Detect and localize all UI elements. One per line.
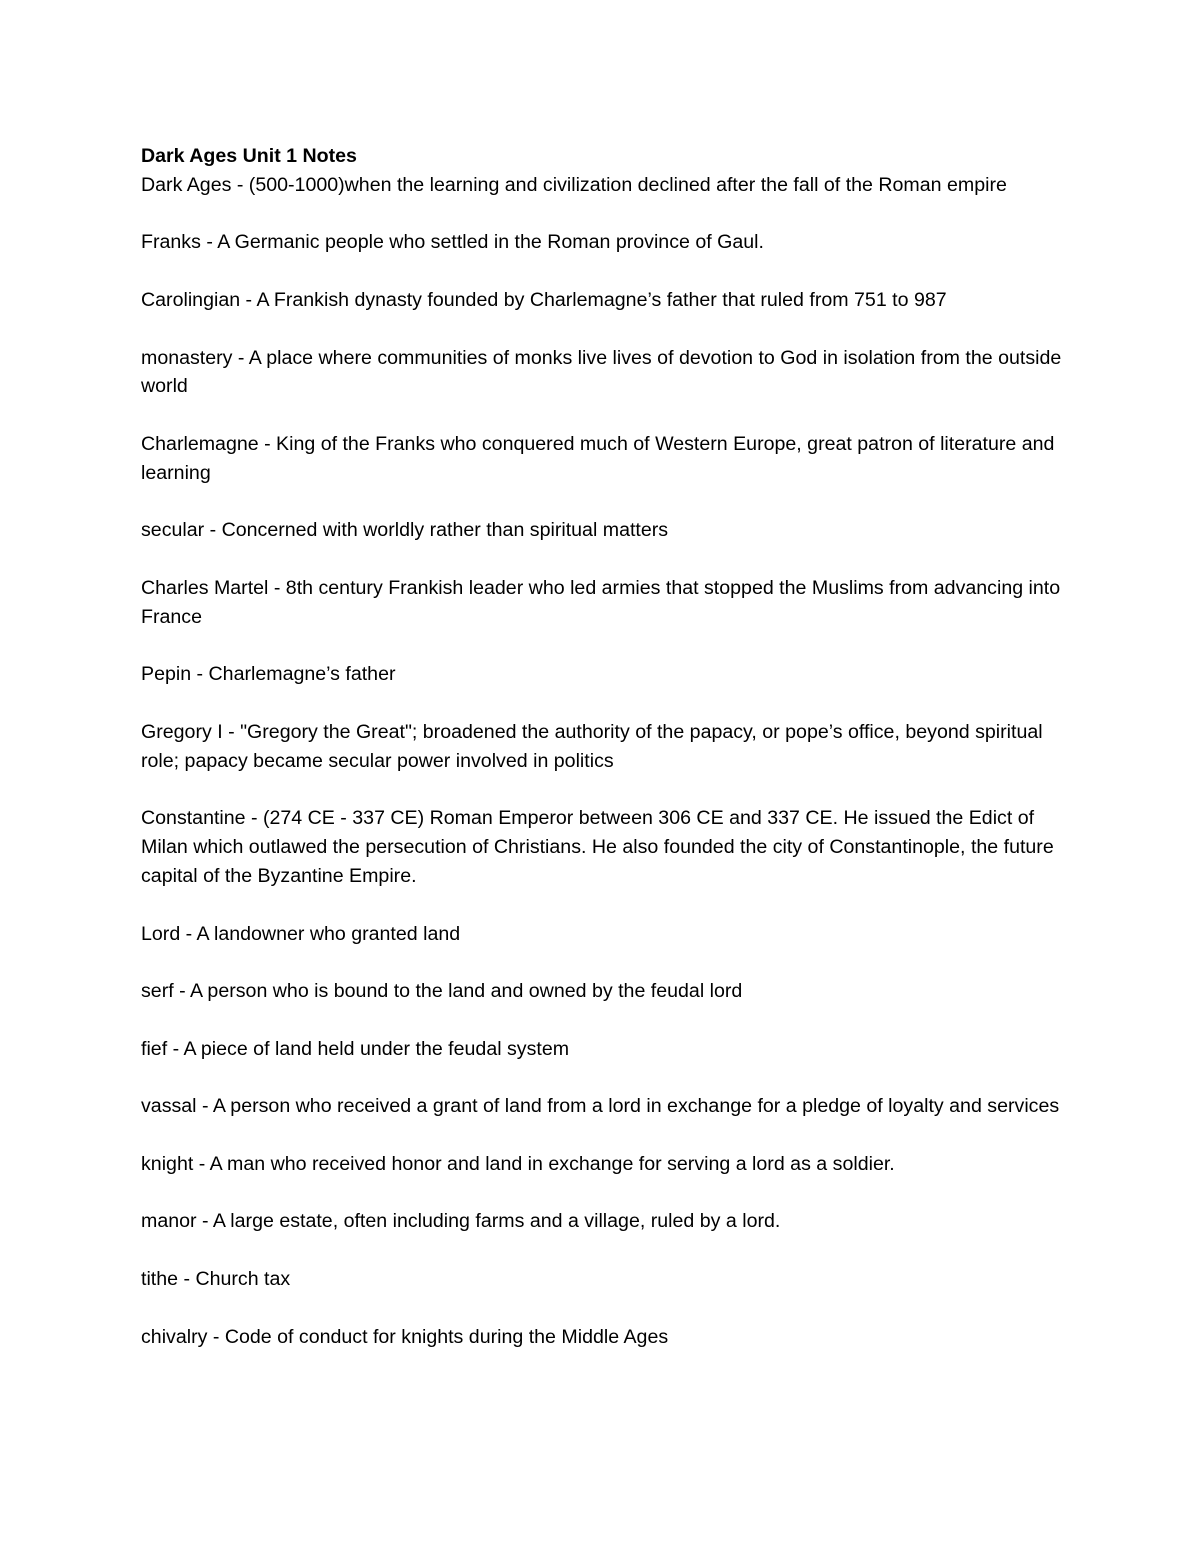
note-entry-knight: knight - A man who received honor and land in exchange for serving a lord as a soldier. bbox=[141, 1152, 895, 1175]
note-entry-vassal: vassal - A person who received a grant of land from a lord in exchange for a pledge of loyalty and services bbox=[141, 1095, 1060, 1118]
note-entry-manor: manor - A large estate, often including farms and a village, ruled by a lord. bbox=[141, 1210, 781, 1233]
note-entry-charles-martel: Charles Martel - 8th century Frankish leader who led armies that stopped the Muslims from advancing into France bbox=[141, 576, 1061, 628]
note-entry-charlemagne: Charlemagne - King of the Franks who conquered much of Western Europe, great patron of literature and learning bbox=[141, 432, 1055, 484]
note-entry-chivalry: chivalry - Code of conduct for knights during the Middle Ages bbox=[141, 1325, 669, 1348]
note-entry-franks: Franks - A Germanic people who settled in the Roman province of Gaul. bbox=[141, 231, 764, 254]
document-title: Dark Ages Unit 1 Notes bbox=[141, 145, 357, 167]
document-page bbox=[141, 142, 1071, 1380]
note-entry-dark-ages: Dark Ages - (500-1000)when the learning and civilization declined after the fall of the Roman empire bbox=[141, 173, 1007, 196]
note-entry-secular: secular - Concerned with worldly rather than spiritual matters bbox=[141, 519, 669, 542]
note-entry-gregory: Gregory I - "Gregory the Great"; broadened the authority of the papacy, or pope’s office, beyond spiritual role; papacy became secular power involved in politics bbox=[141, 720, 1043, 772]
note-entry-carolingian: Carolingian - A Frankish dynasty founded by Charlemagne’s father that ruled from 751 to 987 bbox=[141, 288, 947, 311]
note-entry-lord: Lord - A landowner who granted land bbox=[141, 922, 461, 945]
note-entry-serf: serf - A person who is bound to the land and owned by the feudal lord bbox=[141, 980, 743, 1003]
note-entry-pepin: Pepin - Charlemagne’s father bbox=[141, 663, 396, 686]
note-entry-constantine: Constantine - (274 CE - 337 CE) Roman Emperor between 306 CE and 337 CE. He issued the Edict of Milan which outlawed the persecution of Christians. He also founded the city of Constantinople, the future capital of the Byzantine Empire. bbox=[141, 807, 1054, 887]
note-entry-tithe: tithe - Church tax bbox=[141, 1268, 291, 1291]
note-entry-fief: fief - A piece of land held under the feudal system bbox=[141, 1037, 570, 1060]
note-entry-monastery: monastery - A place where communities of monks live lives of devotion to God in isolation from the outside world bbox=[141, 346, 1062, 398]
